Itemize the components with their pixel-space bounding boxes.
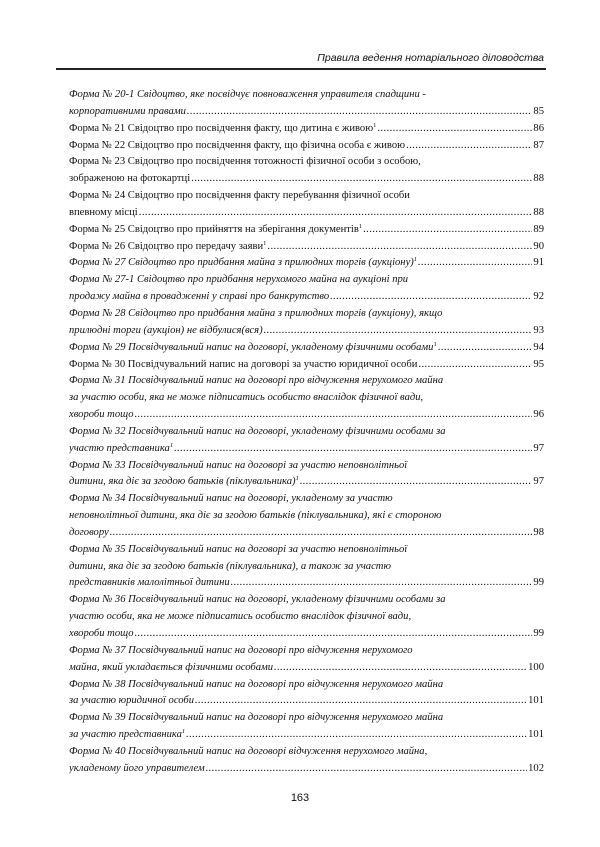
toc-entry[interactable] [69,424,544,458]
toc-entry-line: Форма № 20-1 Свідоцтво, яке посвідчує повноваження управителя спадщини - [69,89,426,100]
toc-entry-text: представників малолітньої дитини [69,577,230,589]
footnote-marker: 1 [433,340,437,348]
toc-entry-line: дитини, яка діє за згодою батьків (піклувальника), а також за участю [69,560,391,572]
toc-page-number: 99 [533,577,544,589]
toc-entry-line: Форма № 36 Посвідчувальний напис на договорі, укладеному фізичними особами за [69,594,446,606]
toc-page-number: 101 [528,695,544,707]
toc-page-number: 88 [533,173,544,185]
toc-entry-line: Форма № 35 Посвідчувальний напис на договорі за участю неповнолітньої [69,543,408,555]
toc-entry[interactable] [69,188,544,222]
toc-entry[interactable] [69,138,544,155]
toc-entry-text: хвороби тощо [69,409,134,421]
toc-page-number: 91 [533,257,544,269]
toc-entry-text: Форма № 27 Свідоцтво про придбання майна з прилюдних торгів (аукціону) [69,257,414,269]
toc-entry-title [69,575,230,592]
footnote-marker: 1 [373,121,377,129]
dot-leader [418,357,532,374]
toc-page-number: 99 [533,628,544,639]
footnote-marker: 1 [413,256,418,264]
footnote-marker: 1 [169,441,174,449]
toc-entry-last-line [69,357,544,374]
toc-entry-text: укладеному його управителем [69,762,205,774]
toc-entry-title [69,525,109,542]
toc-entry[interactable] [69,710,544,744]
footnote-marker: 1 [181,728,186,736]
toc-entry-last-line [69,104,544,121]
toc-entry-line: Форма № 40 Посвідчувальний напис на договорі відчуження нерухомого майна, [69,745,428,757]
toc-entry-last-line [69,205,544,222]
toc-page-number: 95 [533,358,544,370]
dot-leader [274,660,527,677]
toc-entry-line: Форма № 23 Свідоцтво про посвідчення тотожності фізичної особи з особою, [69,156,421,168]
toc-entry-last-line [69,289,544,306]
toc-entry-title [69,727,185,744]
toc-entry-last-line [69,222,544,239]
toc-entry-text: за участю представника [69,729,182,741]
toc-page-number: 86 [533,122,544,134]
toc-page-number: 90 [533,240,544,252]
toc-entry[interactable] [69,357,544,374]
toc-page-number: 101 [528,729,544,741]
dot-leader [135,407,533,424]
toc-entry-line: Форма № 27-1 Свідоцтво про придбання нерухомого майна на аукціоні при [69,274,409,286]
toc-entry[interactable] [69,677,544,711]
toc-entry[interactable] [69,121,544,138]
toc-page-number: 98 [533,526,544,538]
toc-page-number: 102 [528,762,544,774]
toc-entry-title [69,222,362,239]
toc-entry-text: дитини, яка діє за згодою батьків (піклувальника) [69,476,296,488]
toc-entry-text: за участю юридичної особи [69,695,195,707]
toc-entry-text: договору [69,526,109,538]
toc-entry[interactable] [69,306,544,340]
toc-page-number: 97 [533,476,544,488]
dot-leader [231,575,533,592]
toc-entry-text: впевному місці [69,206,138,218]
dot-leader [264,323,533,340]
toc-entry-title [69,104,186,121]
toc-entry-text: Форма № 30 Посвідчувальний напис на договорі за участю юридичної особи [69,358,418,370]
toc-entry-title [69,693,194,710]
toc-entry[interactable] [69,340,544,357]
toc-entry-last-line [69,441,544,458]
dot-leader [187,104,532,121]
toc-entry-title [69,205,138,222]
toc-entry-last-line [69,575,544,592]
toc-entry-title [69,171,190,188]
toc-entry-last-line [69,693,544,710]
toc-entry-text: Форма № 22 Свідоцтво про посвідчення факту, що фізична особа є живою [69,139,406,151]
toc-entry-text: зображеною на фотокартці [69,173,191,185]
toc-entry-title [69,289,329,306]
dot-leader [186,727,527,744]
toc-entry-last-line [69,407,544,424]
toc-page-number: 85 [533,105,544,117]
dot-leader [418,255,532,272]
dot-leader [330,289,532,306]
toc-page-number: 88 [533,206,544,218]
toc-entry-last-line [69,121,544,138]
toc-entry-text: майна, який укладається фізичними особами [69,661,274,673]
toc-entry-title [69,255,417,272]
dot-leader [438,340,533,357]
toc-entry-text: прилюдні торги (аукціон) не відбулися(вся) [69,324,263,336]
dot-leader [174,441,532,458]
toc-entry[interactable] [69,592,544,643]
toc-entry-last-line [69,340,544,357]
dot-leader [300,474,533,491]
toc-entry-line: Форма № 32 Посвідчувальний напис на договорі, укладеному фізичними особами за [69,425,446,437]
toc-entry[interactable] [69,272,544,306]
toc-entry-title [69,660,273,677]
toc-entry-title [69,357,417,374]
toc-entry-line: Форма № 28 Свідоцтво про придбання майна з прилюдних торгів (аукціону), якщо [69,307,443,319]
dot-leader [206,761,527,778]
toc-entry-line: Форма № 33 Посвідчувальний напис на договорі за участю неповнолітньої [69,459,408,471]
toc-entry[interactable] [69,222,544,239]
dot-leader [377,121,532,138]
toc-entry-line: Форма № 24 Свідоцтво про посвідчення факту перебування фізичної особи [69,190,410,202]
footnote-marker: 1 [358,222,363,230]
toc-entry-last-line [69,171,544,188]
toc-entry[interactable] [69,255,544,272]
toc-entry-last-line [69,138,544,155]
toc-entry-title [69,761,205,778]
toc-entry[interactable] [69,87,544,121]
toc-entry-title [69,121,376,138]
toc-entry-title [69,340,437,357]
toc-entry-last-line [69,660,544,677]
toc-entry[interactable] [69,458,544,492]
toc-entry-last-line [69,323,544,340]
toc-entry-line: неповнолітньої дитини, яка діє за згодою батьків (піклувальника), які є стороною [69,510,442,522]
toc-entry-text: корпоративними правами [69,105,186,117]
toc-entry-text: продажу майна в провадженні у справі про банкрутство [69,291,330,303]
toc-entry[interactable] [69,239,544,256]
table-of-contents [69,87,544,778]
toc-page-number: 87 [533,139,544,151]
toc-entry-title [69,626,134,643]
dot-leader [195,693,527,710]
toc-entry-title [69,239,266,256]
toc-entry-title [69,407,134,424]
dot-leader [110,525,533,542]
toc-page-number: 94 [533,341,544,353]
dot-leader [406,138,532,155]
toc-entry-text: участю представника [69,442,170,454]
toc-entry[interactable] [69,744,544,778]
toc-entry-last-line [69,727,544,744]
toc-page-number: 93 [533,324,544,336]
toc-entry-line: участю особи, яка не може підписатись особисто внаслідок фізичної вади, [69,611,412,623]
toc-entry-title [69,138,405,155]
toc-entry-line: Форма № 31 Посвідчувальний напис на договорі про відчуження нерухомого майна [69,375,444,387]
toc-entry-title [69,474,299,491]
toc-entry-last-line [69,239,544,256]
dot-leader [191,171,532,188]
toc-page-number: 96 [533,409,544,421]
toc-entry[interactable] [69,643,544,677]
toc-entry-line: Форма № 37 Посвідчувальний напис на договорі про відчуження нерухомого [69,644,413,656]
toc-entry-last-line [69,255,544,272]
toc-entry[interactable] [69,373,544,424]
toc-entry-line: Форма № 39 Посвідчувальний напис на договорі про відчуження нерухомого майна [69,712,444,724]
running-header-title: Правила ведення нотаріального діловодства [317,52,544,64]
toc-entry-text: Форма № 26 Свідоцтво про передачу заяви [69,240,264,252]
toc-page-number: 92 [533,291,544,303]
toc-page-number: 97 [533,442,544,454]
toc-entry-line: Форма № 34 Посвідчувальний напис на договорі, укладеному за участю [69,493,393,505]
dot-leader [135,626,533,643]
toc-entry[interactable] [69,491,544,542]
dot-leader [363,222,532,239]
toc-entry-text: Форма № 21 Свідоцтво про посвідчення факту, що дитина є живою [69,122,374,134]
toc-entry-line: Форма № 38 Посвідчувальний напис на договорі про відчуження нерухомого майна [69,678,444,690]
toc-entry-text: Форма № 25 Свідоцтво про прийняття на зберігання документів [69,223,359,235]
page-number: 163 [290,792,310,804]
toc-entry-text: Форма № 29 Посвідчувальний напис на договорі, укладеному фізичними особами [69,341,434,353]
toc-entry-last-line [69,474,544,491]
toc-entry-last-line [69,626,544,643]
toc-entry-title [69,441,173,458]
toc-entry[interactable] [69,154,544,188]
toc-entry-line: за участю особи, яка не може підписатись особисто внаслідок фізичної вади, [69,392,424,404]
footnote-marker: 1 [295,475,299,483]
toc-entry[interactable] [69,542,544,593]
dot-leader [139,205,533,222]
toc-entry-last-line [69,525,544,542]
toc-page-number: 89 [533,223,544,235]
toc-entry-last-line [69,761,544,778]
toc-page-number: 100 [528,661,544,673]
header-rule [56,68,546,70]
footnote-marker: 1 [263,239,267,247]
toc-entry-title [69,323,263,340]
toc-entry-text: хвороби тощо [69,628,134,639]
dot-leader [267,239,532,256]
